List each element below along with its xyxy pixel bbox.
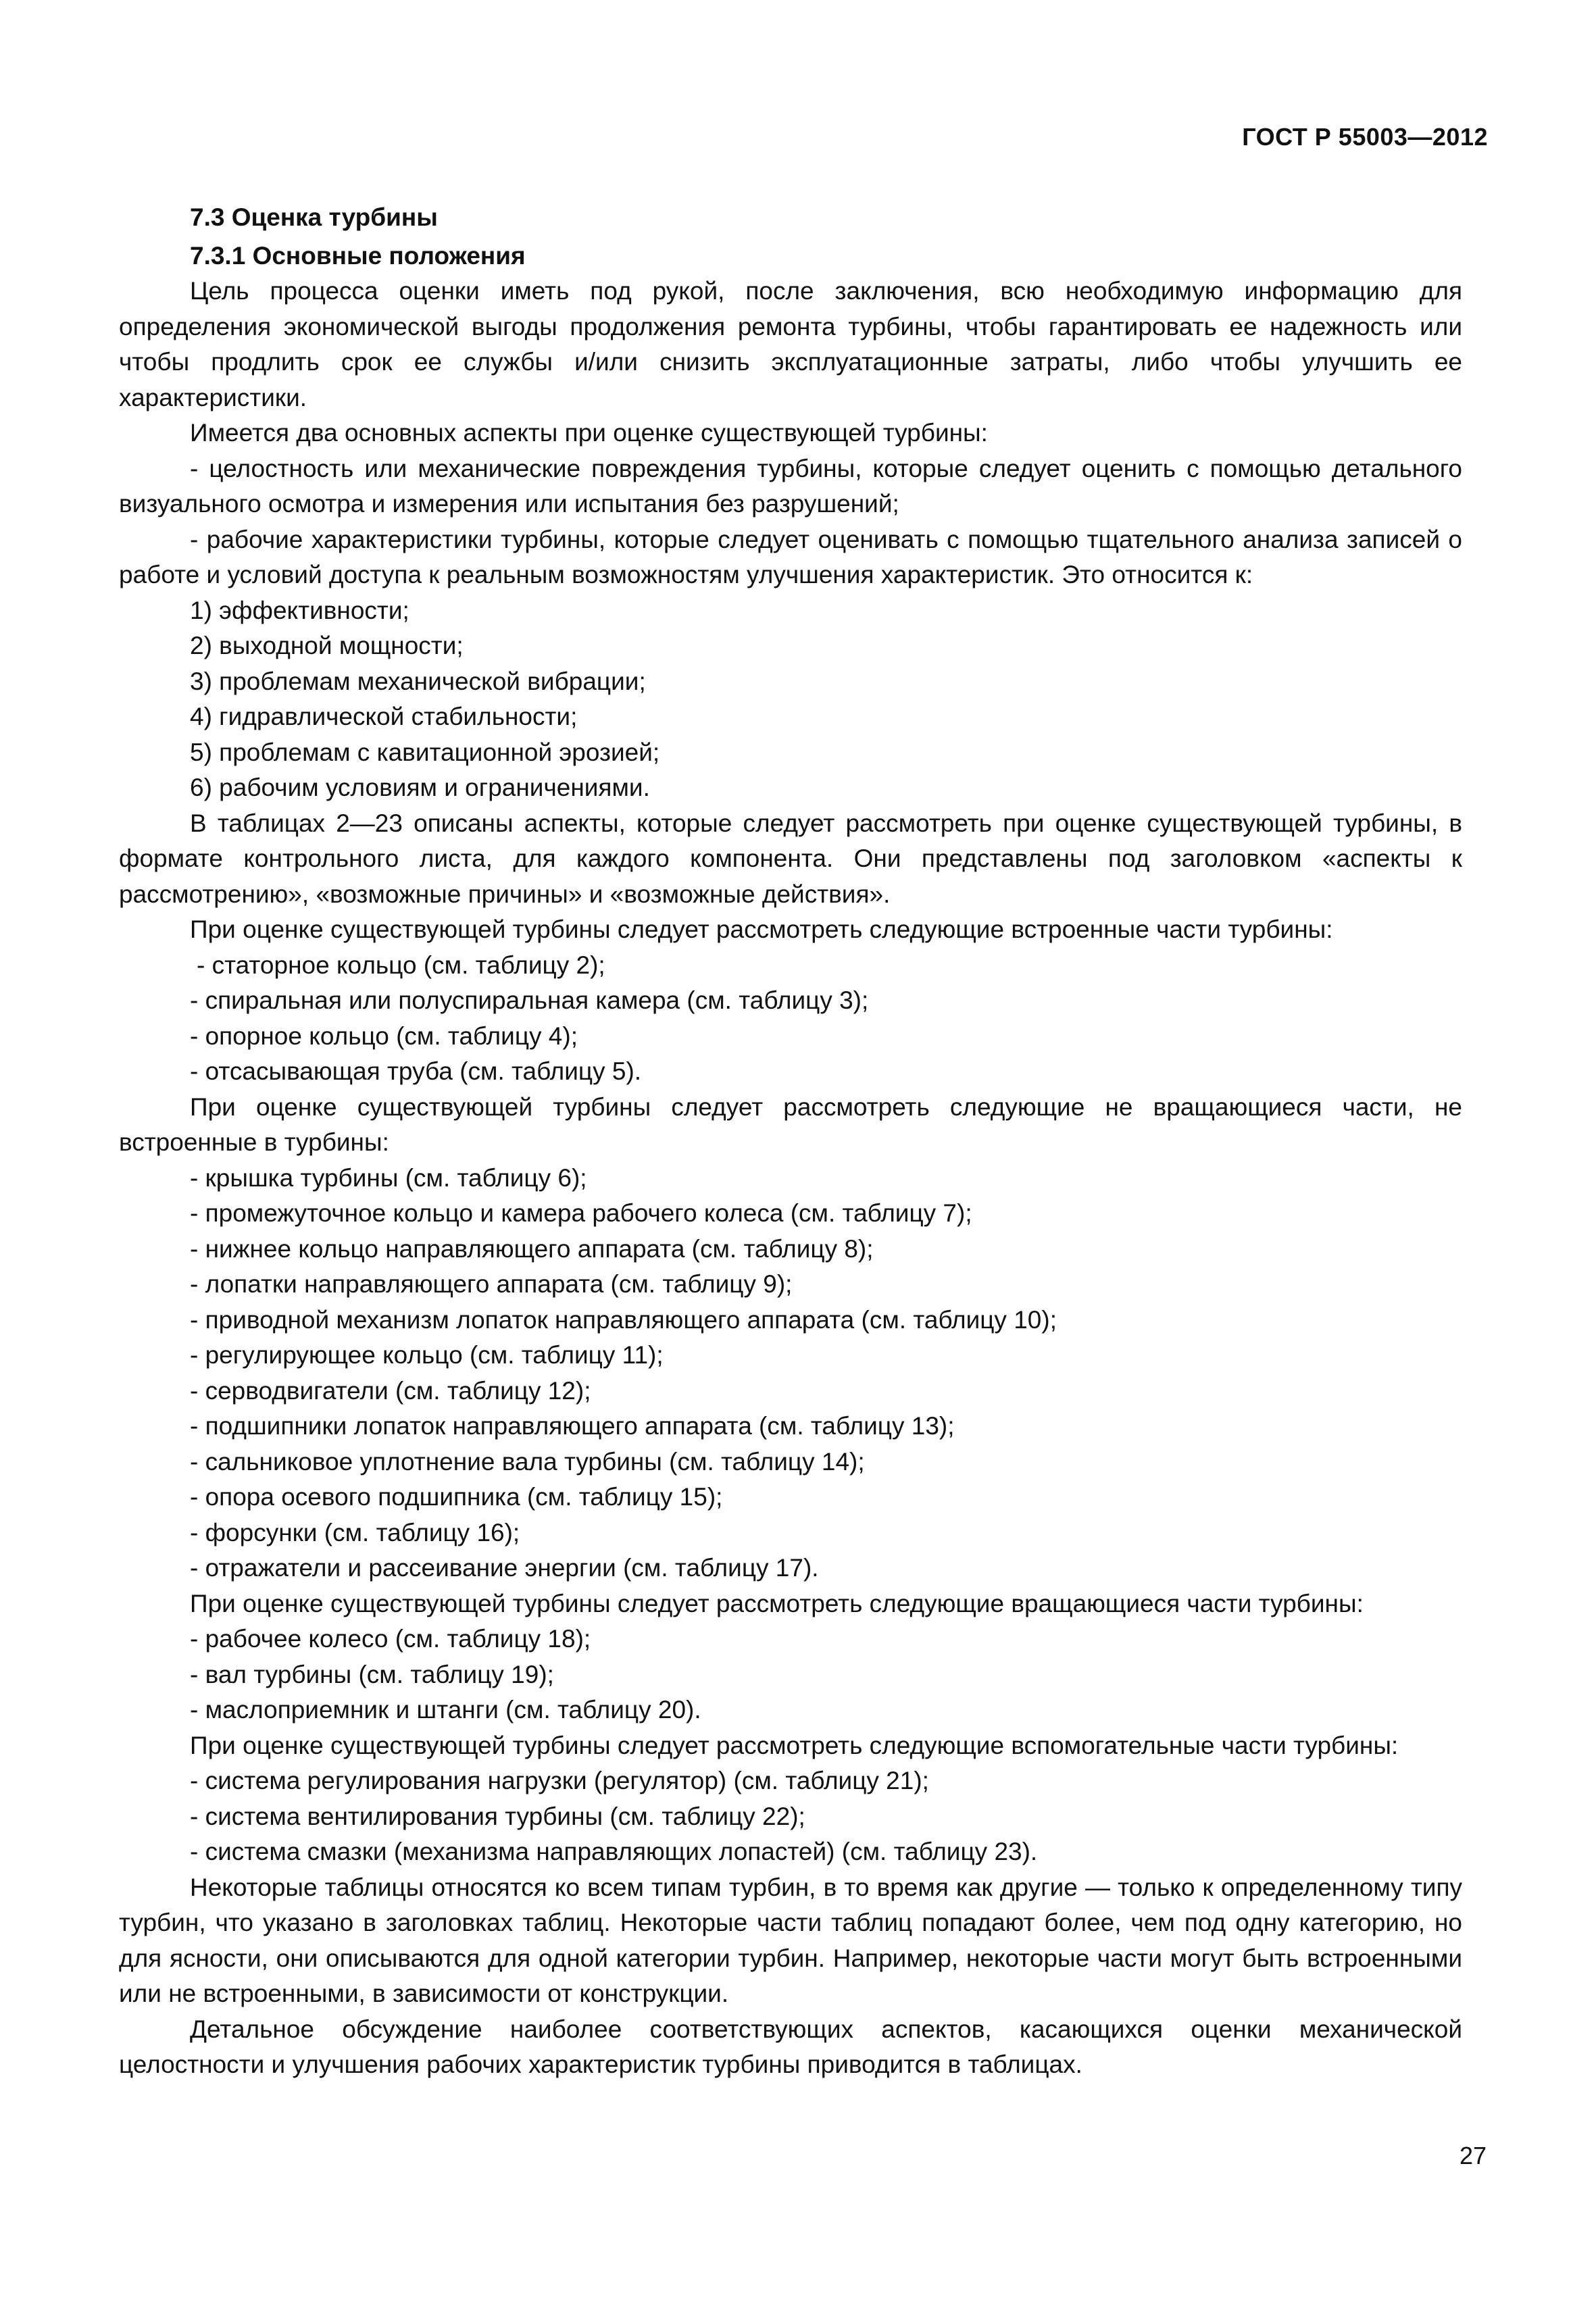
paragraph: При оценке существующей турбины следует рассмотреть следующие вращающиеся части турбины:: [190, 1589, 1364, 1617]
list-item: - маслоприемник и штанги (см. таблицу 20).: [190, 1696, 701, 1724]
list-item: - опорное кольцо (см. таблицу 4);: [190, 1022, 578, 1050]
paragraph: Имеется два основных аспекты при оценке существующей турбины:: [190, 419, 988, 447]
paragraph: В таблицах 2—23 описаны аспекты, которые следует рассмотреть при оценке существующей турбины, в формате контрольного листа, для каждого компонента. Они представлены под заголовком «аспекты к рассмотрению», «возможные причины» и «возможные действия».: [119, 809, 1462, 908]
list-item: - регулирующее кольцо (см. таблицу 11);: [190, 1341, 664, 1369]
list-item: - статорное кольцо (см. таблицу 2);: [197, 951, 605, 979]
list-item: - промежуточное кольцо и камера рабочего колеса (см. таблицу 7);: [190, 1199, 972, 1227]
body-text: [119, 200, 1462, 2083]
section-title: 7.3 Оценка турбины: [190, 203, 438, 231]
paragraph: - целостность или механические повреждения турбины, которые следует оценить с помощью детального визуального осмотра и измерения или испытания без разрушений;: [119, 454, 1462, 518]
subsection-title: 7.3.1 Основные положения: [190, 241, 526, 270]
list-item: - отражатели и рассеивание энергии (см. таблицу 17).: [190, 1554, 819, 1582]
paragraph: Некоторые таблицы относятся ко всем типам турбин, в то время как другие — только к определенному типу турбин, что указано в заголовках таблиц. Некоторые части таблиц попадают более, чем под одну категорию, но для ясности, они описываются для одной категории турбин. Например, некоторые части могут быть встроенными или не встроенными, в зависимости от конструкции.: [119, 1873, 1462, 2007]
paragraph: При оценке существующей турбины следует рассмотреть следующие не вращающиеся части, не встроенные в турбины:: [119, 1092, 1462, 1156]
paragraph: - рабочие характеристики турбины, которые следует оценивать с помощью тщательного анализа записей о работе и условий доступа к реальным возможностям улучшения характеристик. Это относится к:: [119, 525, 1462, 588]
list-item: - вал турбины (см. таблицу 19);: [190, 1660, 554, 1688]
page-number: 27: [1459, 2142, 1487, 2169]
list-item: - рабочее колесо (см. таблицу 18);: [190, 1625, 591, 1653]
list-item: - система регулирования нагрузки (регулятор) (см. таблицу 21);: [190, 1767, 929, 1794]
paragraph: Цель процесса оценки иметь под рукой, после заключения, всю необходимую информацию для определения экономической выгоды продолжения ремонта турбины, чтобы гарантировать ее надежность или чтобы продлить срок ее службы и/или снизить эксплуатационные затраты, либо чтобы улучшить ее характеристики.: [119, 277, 1462, 411]
list-item: - сальниковое уплотнение вала турбины (см. таблицу 14);: [190, 1447, 865, 1476]
list-item: 1) эффективности;: [190, 596, 409, 624]
list-item: 2) выходной мощности;: [190, 632, 464, 659]
list-item: - лопатки направляющего аппарата (см. таблицу 9);: [190, 1270, 793, 1298]
list-item: - серводвигатели (см. таблицу 12);: [190, 1376, 591, 1405]
list-item: - подшипники лопаток направляющего аппарата (см. таблицу 13);: [190, 1412, 955, 1440]
list-item: - опора осевого подшипника (см. таблицу 15);: [190, 1483, 723, 1511]
list-item: 5) проблемам с кавитационной эрозией;: [190, 738, 660, 766]
list-item: - крышка турбины (см. таблицу 6);: [190, 1163, 587, 1192]
list-item: - спиральная или полуспиральная камера (см. таблицу 3);: [190, 986, 869, 1014]
list-item: 4) гидравлической стабильности;: [190, 703, 578, 730]
list-item: - система смазки (механизма направляющих лопастей) (см. таблицу 23).: [190, 1838, 1038, 1865]
paragraph: Детальное обсуждение наиболее соответствующих аспектов, касающихся оценки механической целостности и улучшения рабочих характеристик турбины приводится в таблицах.: [119, 2015, 1462, 2078]
list-item: - нижнее кольцо направляющего аппарата (см. таблицу 8);: [190, 1234, 874, 1263]
document-header: ГОСТ Р 55003—2012: [1242, 123, 1488, 151]
list-item: 3) проблемам механической вибрации;: [190, 667, 646, 695]
paragraph: При оценке существующей турбины следует рассмотреть следующие встроенные части турбины:: [190, 915, 1333, 943]
list-item: - приводной механизм лопаток направляющего аппарата (см. таблицу 10);: [190, 1305, 1057, 1334]
paragraph: При оценке существующей турбины следует рассмотреть следующие вспомогательные части турбины:: [190, 1731, 1399, 1759]
list-item: 6) рабочим условиям и ограничениями.: [190, 774, 650, 801]
list-item: - отсасывающая труба (см. таблицу 5).: [190, 1057, 642, 1085]
list-item: - форсунки (см. таблицу 16);: [190, 1518, 520, 1546]
list-item: - система вентилирования турбины (см. таблицу 22);: [190, 1802, 805, 1830]
